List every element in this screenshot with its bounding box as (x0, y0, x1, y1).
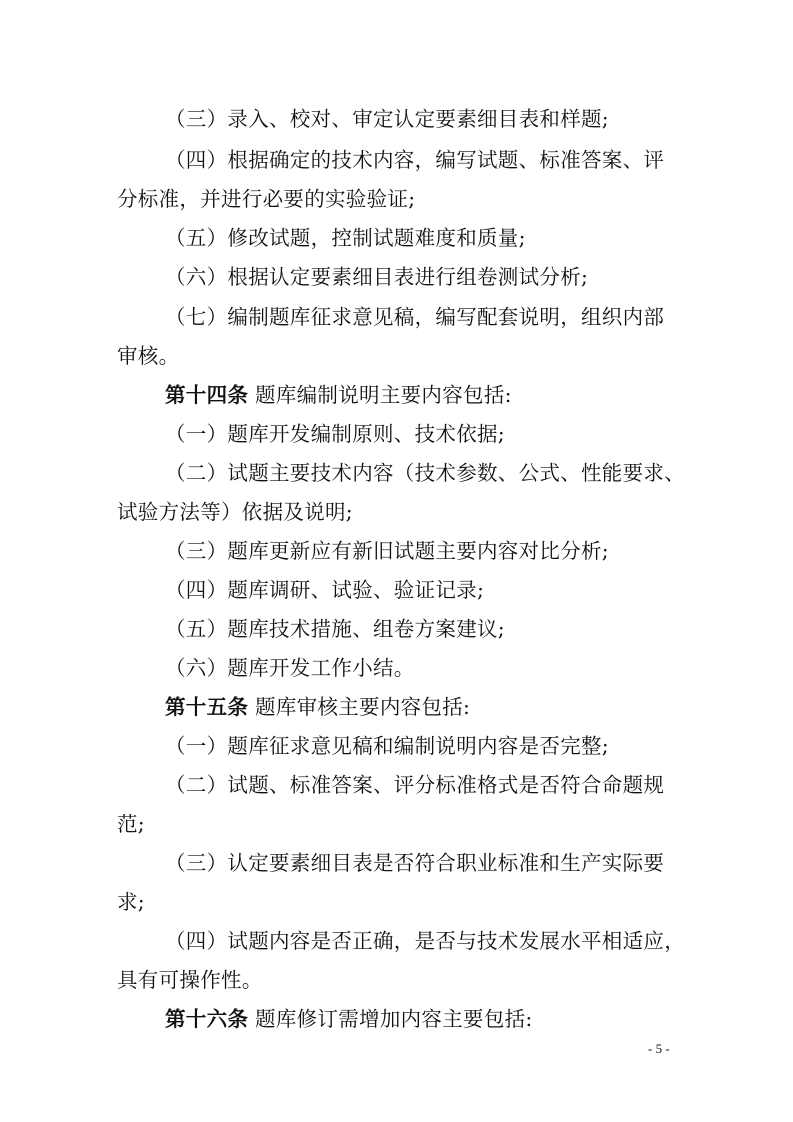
paragraph-line: （四）题库调研、试验、验证记录; (165, 578, 485, 602)
paragraph-line: （二）试题、标准答案、评分标准格式是否符合命题规 (165, 773, 665, 797)
paragraph-line: （四）根据确定的技术内容，编写试题、标准答案、评 (165, 148, 665, 172)
paragraph-line: （一）题库开发编制原则、技术依据; (165, 422, 506, 446)
paragraph-line: 试验方法等）依据及说明; (117, 500, 354, 524)
paragraph-line: 求; (117, 890, 146, 914)
paragraph-line: （七）编制题库征求意见稿，编写配套说明，组织内部 (165, 305, 665, 329)
paragraph-line: 范; (117, 812, 146, 836)
article-14-label: 第十四条 (165, 383, 249, 407)
paragraph-line: （二）试题主要技术内容（技术参数、公式、性能要求、 (165, 461, 685, 485)
paragraph-line: （一）题库征求意见稿和编制说明内容是否完整; (165, 734, 610, 758)
paragraph-line: 具有可操作性。 (117, 968, 263, 992)
paragraph-line: （三）认定要素细目表是否符合职业标准和生产实际要 (165, 851, 665, 875)
paragraph-line: （三）录入、校对、审定认定要素细目表和样题; (165, 107, 610, 131)
article-heading-line: 第十六条 题库修订需增加内容主要包括: (165, 1007, 533, 1031)
article-heading-line: 第十五条 题库审核主要内容包括: (165, 695, 471, 719)
paragraph-line: （五）题库技术措施、组卷方案建议; (165, 617, 506, 641)
paragraph-line: （四）试题内容是否正确，是否与技术发展水平相适应， (165, 929, 685, 953)
paragraph-line: 审核。 (117, 344, 180, 368)
article-16-label: 第十六条 (165, 1007, 249, 1031)
paragraph-line: 分标准，并进行必要的实验验证; (117, 187, 416, 211)
page-number: - 5 - (648, 1041, 670, 1056)
paragraph-line: （三）题库更新应有新旧试题主要内容对比分析; (165, 539, 610, 563)
paragraph-line: （六）根据认定要素细目表进行组卷测试分析; (165, 265, 589, 289)
article-heading-line: 第十四条 题库编制说明主要内容包括: (165, 383, 512, 407)
paragraph-line: （五）修改试题，控制试题难度和质量; (165, 226, 526, 250)
article-15-label: 第十五条 (165, 695, 249, 719)
paragraph-line: （六）题库开发工作小结。 (165, 656, 415, 680)
